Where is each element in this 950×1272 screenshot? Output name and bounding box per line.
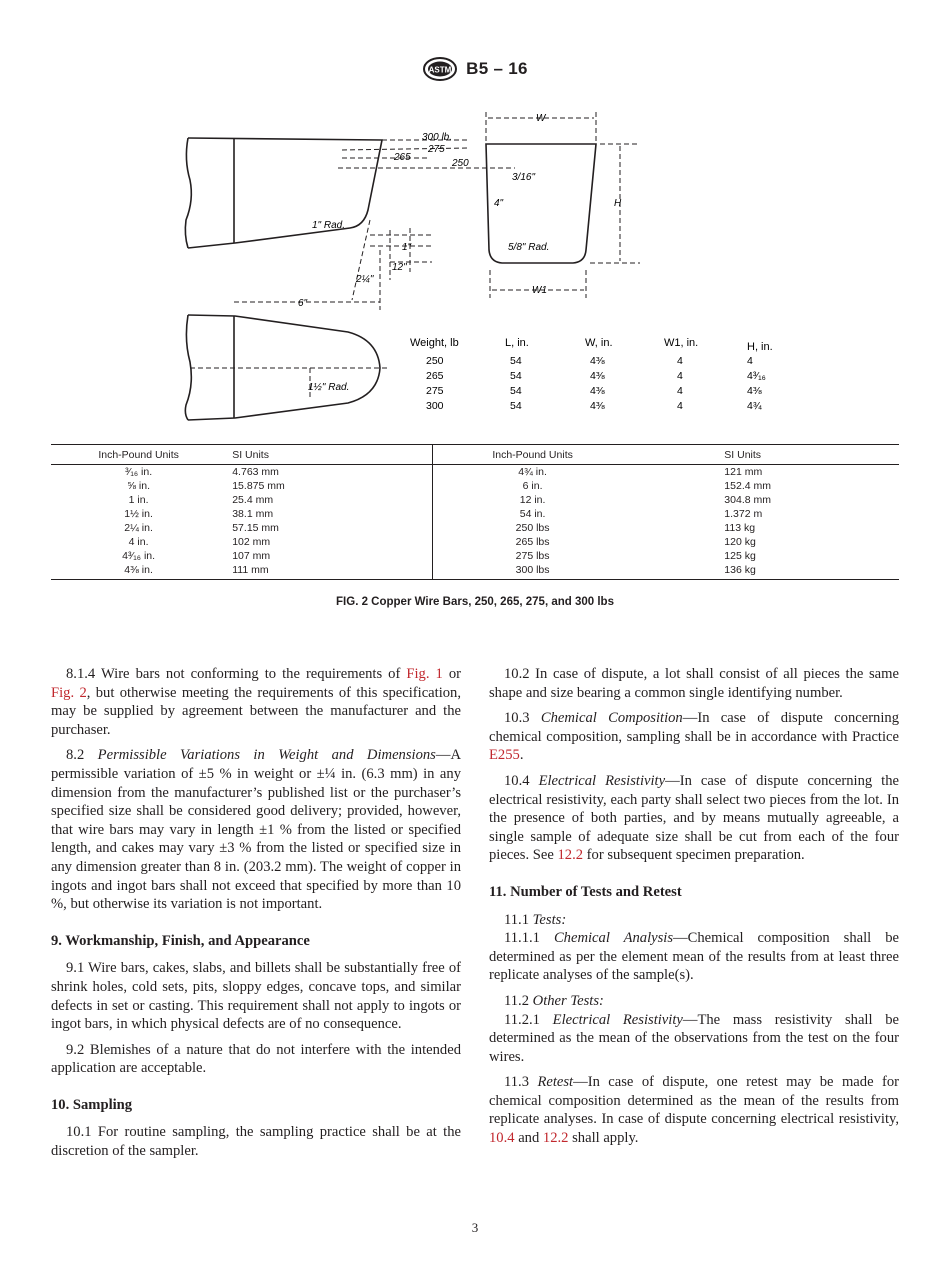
table-cell: 113 kg — [724, 522, 756, 534]
table-cell: 120 kg — [724, 536, 756, 548]
table-cell: ⅝ in. — [127, 480, 150, 492]
fig-table-cell: 4⅜ — [590, 400, 605, 412]
table-row — [51, 479, 899, 493]
table-cell: 1.372 m — [724, 508, 763, 520]
table-cell: 136 kg — [632, 563, 899, 580]
section-heading-10: 10. Sampling — [51, 1096, 133, 1113]
figure-dimension-table — [410, 337, 773, 412]
fig-table-cell: 4 — [677, 385, 683, 397]
table-cell: 111 mm — [226, 563, 432, 580]
label-H: H — [614, 198, 622, 209]
table-cell: 4.763 mm — [226, 465, 432, 480]
fig-table-cell: 4 — [677, 400, 683, 412]
table-cell: 152.4 mm — [724, 480, 771, 492]
fig-1-link[interactable]: Fig. 1 — [406, 666, 443, 682]
paragraph-9-2: 9.2 Blemishes of a nature that do not interfere with the intended application are acceptable. — [51, 1041, 461, 1077]
section-12-2-link[interactable]: 12.2 — [542, 1130, 569, 1147]
fig-table-cell: 54 — [510, 355, 522, 367]
label-W: W — [536, 113, 546, 124]
table-row — [51, 507, 899, 521]
label-12in: 12" — [392, 262, 407, 273]
paragraph-11-2-1: 11.2.1 Electrical Resistivity—The mass resistivity shall be determined as the mean of the observations from the test on the four wires. — [489, 1011, 900, 1065]
paragraph-10-3: 10.3 Chemical Composition—In case of dispute concerning chemical composition, sampling shall be in accordance with Practice E255. — [489, 710, 900, 764]
table-cell: 102 mm — [226, 535, 432, 549]
label-4in: 4" — [494, 198, 504, 209]
table-row — [51, 493, 899, 507]
page-header — [0, 56, 950, 87]
table-cell: 6 in. — [522, 480, 543, 492]
fig-table-cell: 4⅜ — [590, 385, 605, 397]
side-view-break — [185, 138, 191, 248]
designation: B5 – 16 — [466, 59, 528, 78]
label-6in: 6" — [298, 298, 308, 309]
table-row — [51, 535, 899, 549]
section-heading-9: 9. Workmanship, Finish, and Appearance — [51, 932, 310, 949]
section-10-4-link[interactable]: 10.4 — [489, 1130, 515, 1147]
table-row — [51, 563, 899, 580]
fig-table-cell: 4 — [677, 355, 683, 367]
table-cell: 107 mm — [226, 549, 432, 563]
fig-table-header: Weight, lb — [410, 337, 459, 349]
table-cell: 1½ in. — [124, 508, 153, 520]
paragraph-9-1: 9.1 Wire bars, cakes, slabs, and billets shall be substantially free of shrink holes, cold sets, pits, sloppy edges, concave tops, and similar defects in set or casting. This requirement shall not apply to ingots or ingot bars, in which physical defects are of no consequence. — [51, 960, 461, 1033]
astm-logo-text: ASTM — [428, 65, 452, 75]
fig-table-cell: 54 — [510, 370, 522, 382]
fig-table-header: H, in. — [747, 341, 773, 353]
fig-table-cell: 54 — [510, 385, 522, 397]
table-cell: 4¾ in. — [518, 466, 547, 478]
e255-link[interactable]: E255 — [489, 747, 520, 764]
table-cell: 12 in. — [519, 494, 546, 506]
table-cell: 250 lbs — [515, 522, 550, 534]
table-cell: 4 in. — [128, 536, 149, 548]
table-cell: 125 kg — [724, 550, 756, 562]
table-cell: 4⅜ in. — [51, 563, 226, 580]
table-cell: 2¼ in. — [124, 522, 153, 534]
fig-table-cell: 4⅜ — [590, 370, 605, 382]
label-250: 250 — [452, 158, 469, 169]
fig-table-cell: 4 — [747, 355, 753, 367]
fig-table-cell: 4⅜ — [747, 385, 762, 397]
section-12-2-link[interactable]: 12.2 — [557, 847, 584, 864]
label-5-8-rad: 5/8" Rad. — [508, 242, 550, 253]
label-300lb: 300 lb. — [422, 132, 453, 143]
table-cell: 15.875 mm — [226, 479, 432, 493]
fig-table-header: W1, in. — [664, 337, 699, 349]
units-table-header-row — [51, 445, 899, 465]
table-row — [51, 549, 899, 563]
table-cell: 265 lbs — [515, 536, 550, 548]
fig-table-cell: 300 — [426, 400, 444, 412]
fig-table-cell: 250 — [426, 355, 444, 367]
paragraph-11-3: 11.3 Retest—In case of dispute, one retest may be made for chemical composition determined as the mean of the results from replicate analyses. In case of dispute concerning electrical resistivity, 10.4 and 12.2 shall apply. — [489, 1074, 899, 1147]
fig-table-cell: 4⅜ — [590, 355, 605, 367]
fig-table-cell: 265 — [426, 370, 444, 382]
table-cell: 57.15 mm — [226, 521, 432, 535]
table-cell: 304.8 mm — [724, 494, 771, 506]
table-cell: 54 in. — [519, 508, 546, 520]
paragraph-11-1-1: 11.1.1 Chemical Analysis—Chemical composition shall be determined as per the element mean of the results from at least three replicate analyses of the sample(s). — [489, 930, 899, 984]
units-header: Inch-Pound Units — [51, 445, 226, 465]
side-view-outline — [188, 138, 382, 248]
table-cell: ³⁄₁₆ in. — [125, 466, 153, 478]
fig-table-header: L, in. — [505, 337, 529, 349]
label-265: 265 — [394, 152, 411, 163]
fig-table-header: W, in. — [585, 337, 613, 349]
units-header: Inch-Pound Units — [432, 445, 632, 465]
label-1in: 1" — [402, 242, 412, 253]
table-cell: 4³⁄₁₆ in. — [122, 550, 156, 562]
table-cell: 275 lbs — [515, 550, 550, 562]
table-row — [51, 521, 899, 535]
table-cell: 121 mm — [724, 466, 763, 478]
fig-table-cell: 4³⁄₁₆ — [747, 370, 766, 382]
units-header: SI Units — [632, 445, 899, 465]
paragraph-10-4: 10.4 Electrical Resistivity—In case of dispute concerning the electrical resistivity, each party shall select two pieces from the lot. In the presence of both parties, and by means mutually agreeable, a single sample of adequate size shall be cut from each of the four pieces. See 12.2 for subsequent specimen preparation. — [489, 772, 900, 864]
paragraph-10-1: 10.1 For routine sampling, the sampling practice shall be at the discretion of the sampler. — [51, 1124, 461, 1160]
label-275: 275 — [428, 144, 445, 155]
astm-logo-icon — [422, 56, 458, 82]
label-3-16: 3/16" — [512, 172, 536, 183]
fig-table-cell: 54 — [510, 400, 522, 412]
units-conversion-table — [51, 444, 899, 580]
right-column — [489, 665, 899, 1155]
fig-2-link[interactable]: Fig. 2 — [51, 684, 87, 701]
page-number: 3 — [471, 1220, 479, 1235]
paragraph-8-2: 8.2 Permissible Variations in Weight and Dimensions—A permissible variation of ±5 % in weight or ±¼ in. (6.3 mm) in any dimension from the manufacturer’s published list or the purchaser’s specified size shall be considered good delivery; provided, however, that wire bars may vary in length ±1 % from the listed or specified length, and cakes may vary ±3 % from the listed or specified size in any dimension greater than 8 in. (203.2 mm). The weight of copper in ingots and ingot bars shall not exceed that specified by more than 10 %, but otherwise its variation is not important. — [51, 747, 461, 913]
label-1in-rad: 1" Rad. — [312, 220, 346, 231]
figure-2-drawing — [170, 100, 790, 430]
figure-caption: FIG. 2 Copper Wire Bars, 250, 265, 275, and 300 lbs — [336, 596, 614, 608]
table-row — [51, 465, 899, 480]
units-header: SI Units — [226, 445, 432, 465]
paragraph-11-2: 11.2 Other Tests: — [504, 992, 604, 1009]
paragraph-10-2: 10.2 In case of dispute, a lot shall consist of all pieces the same shape and size bearing a common single identifying number. — [489, 666, 899, 701]
left-column — [51, 665, 461, 1168]
table-cell: 1 in. — [128, 494, 149, 506]
table-cell: 25.4 mm — [226, 493, 432, 507]
table-cell: 300 lbs — [432, 563, 632, 580]
label-W1: W1 — [532, 285, 547, 296]
section-heading-11: 11. Number of Tests and Retest — [489, 883, 682, 900]
wire-bar-drawing — [170, 100, 790, 430]
fig-table-cell: 275 — [426, 385, 444, 397]
paragraph-8-1-4: 8.1.4 Wire bars not conforming to the requirements of Fig. 1 or Fig. 2, but otherwise meeting the requirements of this specification, may be supplied by agreement between the manufacturer and the purchaser. — [51, 666, 461, 738]
table-cell: 38.1 mm — [226, 507, 432, 521]
label-1-1-2-rad: 1½" Rad. — [308, 382, 350, 393]
fig-table-cell: 4¾ — [747, 400, 762, 412]
fig-table-cell: 4 — [677, 370, 683, 382]
label-2-1-4: 2¼" — [356, 274, 374, 285]
paragraph-11-1: 11.1 Tests: — [504, 911, 567, 928]
